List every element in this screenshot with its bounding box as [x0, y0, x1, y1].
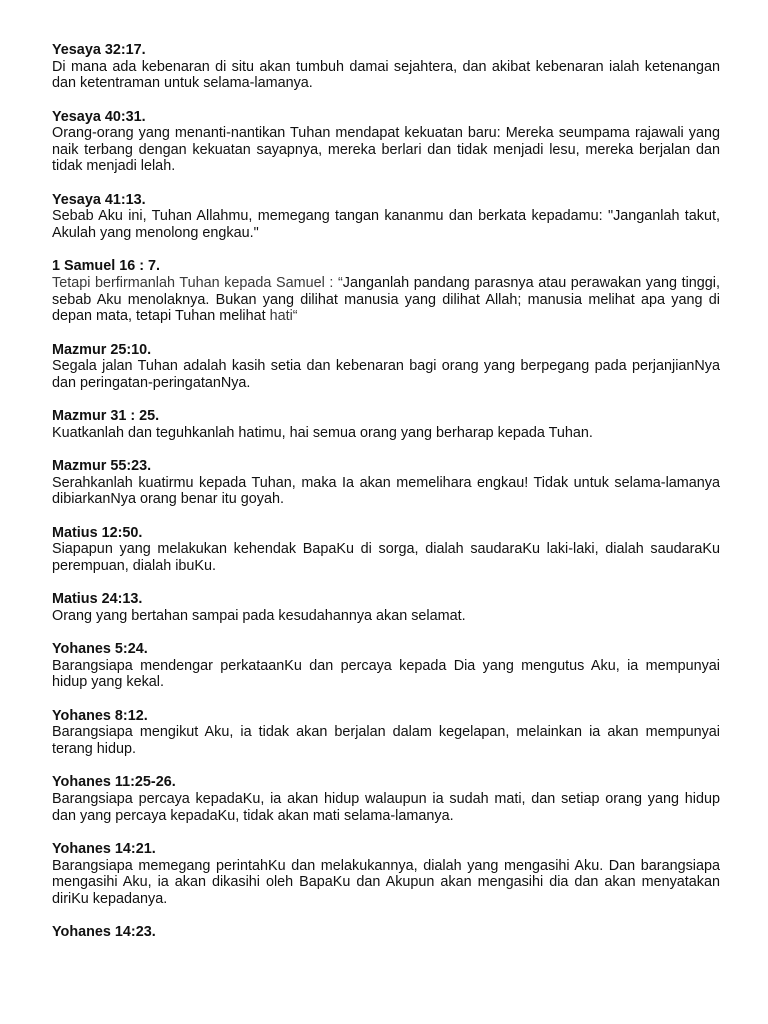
verse-text: Barangsiapa mengikut Aku, ia tidak akan berjalan dalam kegelapan, melainkan ia akan mempunyai terang hidup. [52, 724, 720, 757]
verse-entry [52, 924, 720, 941]
verse-entry [52, 841, 720, 907]
verse-text-body: Janganlah pandang parasnya atau perawakan yang tinggi, sebab Aku menolaknya. Bukan yang dilihat manusia yang dilihat Allah; manusia melihat apa yang di depan mata, tetapi Tuhan melihat [52, 274, 720, 325]
verse-reference: Yesaya 40:31. [52, 108, 146, 125]
verse-text: Orang yang bertahan sampai pada kesudahannya akan selamat. [52, 607, 466, 624]
verse-entry [52, 458, 720, 508]
verse-entry [52, 708, 720, 758]
verse-entry [52, 42, 720, 92]
verse-text: Sebab Aku ini, Tuhan Allahmu, memegang tangan kananmu dan berkata kepadamu: "Janganlah takut, Akulah yang menolong engkau." [52, 208, 720, 241]
verse-text: Segala jalan Tuhan adalah kasih setia dan kebenaran bagi orang yang berpegang pada perjanjianNya dan peringatan-peringatanNya. [52, 358, 720, 391]
verse-text: Barangsiapa mendengar perkataanKu dan percaya kepada Dia yang mengutus Aku, ia mempunyai hidup yang kekal. [52, 657, 720, 691]
verse-entry [52, 109, 720, 175]
verse-reference: Yohanes 14:21. [52, 840, 156, 857]
verse-entry [52, 192, 720, 242]
verse-entry [52, 342, 720, 392]
verse-reference: Matius 24:13. [52, 591, 143, 608]
verse-text: Serahkanlah kuatirmu kepada Tuhan, maka Ia akan memelihara engkau! Tidak untuk selama-lamanya dibiarkanNya orang benar itu goyah. [52, 474, 720, 508]
verse-entry [52, 408, 720, 441]
verse-reference: 1 Samuel 16 : 7. [52, 258, 160, 275]
verse-entry [52, 525, 720, 575]
verse-entry [52, 641, 720, 691]
verse-reference: Yohanes 8:12. [52, 707, 148, 724]
verse-reference: Yohanes 5:24. [52, 641, 148, 658]
verse-reference: Yohanes 11:25-26. [52, 774, 176, 791]
verse-text-intro: Tetapi berfirmanlah Tuhan kepada Samuel : “ [52, 274, 343, 291]
verse-text: Kuatkanlah dan teguhkanlah hatimu, hai semua orang yang berharap kepada Tuhan. [52, 424, 593, 441]
verse-reference: Yesaya 41:13. [52, 191, 146, 208]
verse-reference: Mazmur 55:23. [52, 458, 152, 475]
verse-reference: Mazmur 25:10. [52, 341, 152, 358]
verse-text [52, 275, 720, 325]
verse-entry [52, 258, 720, 324]
verse-text: Di mana ada kebenaran di situ akan tumbuh damai sejahtera, dan akibat kebenaran ialah ketenangan dan ketentraman untuk selama-lamanya. [52, 58, 720, 92]
verse-entry [52, 591, 720, 624]
verse-text: Barangsiapa memegang perintahKu dan melakukannya, dialah yang mengasihi Aku. Dan barangsiapa mengasihi Aku, ia akan dikasihi oleh BapaKu dan Akupun akan mengasihi dia dan akan menyatakan diriKu kepadanya. [52, 857, 720, 907]
verse-text: Siapapun yang melakukan kehendak BapaKu di sorga, dialah saudaraKu laki-laki, dialah saudaraKu perempuan, dialah ibuKu. [52, 541, 720, 574]
verse-reference: Matius 12:50. [52, 524, 143, 541]
verse-entry [52, 774, 720, 824]
verse-text: Barangsiapa percaya kepadaKu, ia akan hidup walaupun ia sudah mati, dan setiap orang yang hidup dan yang percaya kepadaKu, tidak akan mati selama-lamanya. [52, 790, 720, 824]
verse-reference: Yesaya 32:17. [52, 42, 146, 58]
verse-reference: Yohanes 14:23. [52, 924, 156, 941]
verse-reference: Mazmur 31 : 25. [52, 408, 160, 425]
verse-text-outro: hati“ [269, 308, 298, 325]
verse-text: Orang-orang yang menanti-nantikan Tuhan mendapat kekuatan baru: Mereka seumpama rajawali yang naik terbang dengan kekuatan sayapnya, mereka berlari dan tidak menjadi lesu, mereka berjalan dan tidak menjadi lelah. [52, 125, 720, 175]
